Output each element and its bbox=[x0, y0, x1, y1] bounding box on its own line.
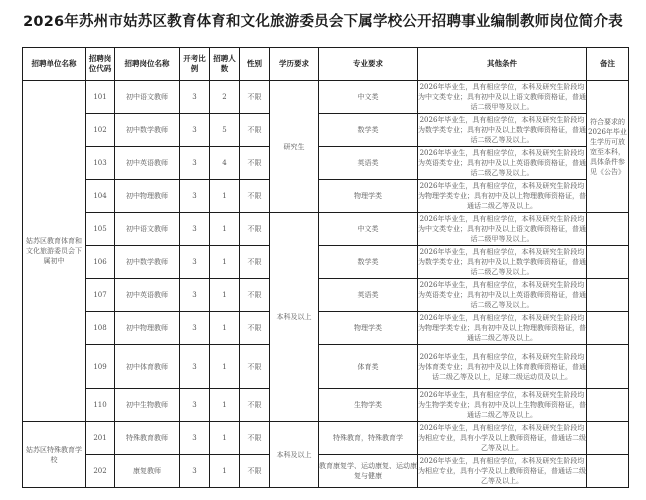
ratio-cell: 3 bbox=[180, 312, 210, 345]
other-conditions-cell: 2026年毕业生，具有相应学位，本科及研究生阶段均为英语类专业；具有初中及以上英语教师资格证，普通话二级乙等及以上。 bbox=[418, 147, 587, 180]
ratio-cell: 3 bbox=[180, 345, 210, 389]
major-cell: 教育康复学、运动康复、运动康复与健康 bbox=[319, 455, 418, 488]
code-cell: 107 bbox=[86, 279, 115, 312]
note-cell bbox=[587, 345, 629, 389]
position-cell: 初中物理教师 bbox=[115, 180, 180, 213]
note-cell bbox=[587, 422, 629, 455]
ratio-cell: 3 bbox=[180, 246, 210, 279]
position-cell: 初中语文教师 bbox=[115, 213, 180, 246]
count-cell: 1 bbox=[210, 422, 240, 455]
education-cell: 本科及以上 bbox=[270, 213, 319, 422]
header-ratio: 开考比例 bbox=[180, 48, 210, 81]
count-cell: 1 bbox=[210, 345, 240, 389]
position-cell: 初中英语教师 bbox=[115, 279, 180, 312]
major-cell: 数学类 bbox=[319, 246, 418, 279]
other-conditions-cell: 2026年毕业生，具有相应学位，本科及研究生阶段均为物理学类专业；具有初中及以上物理教师资格证，普通话二级乙等及以上。 bbox=[418, 312, 587, 345]
table-row bbox=[23, 345, 629, 389]
ratio-cell: 3 bbox=[180, 81, 210, 114]
header-major: 专业要求 bbox=[319, 48, 418, 81]
unit-name-cell: 姑苏区特殊教育学校 bbox=[23, 422, 86, 488]
ratio-cell: 3 bbox=[180, 422, 210, 455]
note-cell bbox=[587, 312, 629, 345]
count-cell: 5 bbox=[210, 114, 240, 147]
code-cell: 108 bbox=[86, 312, 115, 345]
code-cell: 103 bbox=[86, 147, 115, 180]
position-cell: 初中语文教师 bbox=[115, 81, 180, 114]
gender-cell: 不限 bbox=[240, 213, 270, 246]
table-row bbox=[23, 81, 629, 114]
code-cell: 104 bbox=[86, 180, 115, 213]
education-cell: 本科及以上 bbox=[270, 422, 319, 488]
table-row bbox=[23, 246, 629, 279]
count-cell: 4 bbox=[210, 147, 240, 180]
count-cell: 1 bbox=[210, 389, 240, 422]
position-cell: 初中英语教师 bbox=[115, 147, 180, 180]
header-code: 招聘岗位代码 bbox=[86, 48, 115, 81]
other-conditions-cell: 2026年毕业生，具有相应学位，本科及研究生阶段均为相应专业，具有小学及以上教师资格证，普通话二级乙等及以上。 bbox=[418, 455, 587, 488]
major-cell: 中文类 bbox=[319, 81, 418, 114]
header-note: 备注 bbox=[587, 48, 629, 81]
note-cell bbox=[587, 213, 629, 246]
positions-table bbox=[22, 47, 629, 488]
count-cell: 1 bbox=[210, 213, 240, 246]
table-row bbox=[23, 312, 629, 345]
ratio-cell: 3 bbox=[180, 147, 210, 180]
page-title: 2026年苏州市姑苏区教育体育和文化旅游委员会下属学校公开招聘事业编制教师岗位简介表 bbox=[23, 14, 623, 30]
other-conditions-cell: 2026年毕业生，具有相应学位，本科及研究生阶段均为生物学类专业；具有初中及以上生物教师资格证，普通话二级乙等及以上。 bbox=[418, 389, 587, 422]
other-conditions-cell: 2026年毕业生，具有相应学位，本科及研究生阶段均为英语类专业；具有初中及以上英语教师资格证，普通话二级乙等及以上。 bbox=[418, 279, 587, 312]
code-cell: 202 bbox=[86, 455, 115, 488]
other-conditions-cell: 2026年毕业生，具有相应学位，本科及研究生阶段均为相应专业，具有小学及以上教师资格证，普通话二级乙等及以上。 bbox=[418, 422, 587, 455]
table-header-row bbox=[23, 48, 629, 81]
count-cell: 2 bbox=[210, 81, 240, 114]
major-cell: 英语类 bbox=[319, 147, 418, 180]
position-cell: 初中物理教师 bbox=[115, 312, 180, 345]
header-count: 招聘人数 bbox=[210, 48, 240, 81]
major-cell: 特殊教育，特殊教育学 bbox=[319, 422, 418, 455]
count-cell: 1 bbox=[210, 246, 240, 279]
header-other: 其他条件 bbox=[418, 48, 587, 81]
position-cell: 初中数学教师 bbox=[115, 114, 180, 147]
gender-cell: 不限 bbox=[240, 147, 270, 180]
code-cell: 106 bbox=[86, 246, 115, 279]
note-cell bbox=[587, 455, 629, 488]
code-cell: 105 bbox=[86, 213, 115, 246]
ratio-cell: 3 bbox=[180, 455, 210, 488]
major-cell: 英语类 bbox=[319, 279, 418, 312]
note-cell bbox=[587, 246, 629, 279]
header-position: 招聘岗位名称 bbox=[115, 48, 180, 81]
gender-cell: 不限 bbox=[240, 422, 270, 455]
code-cell: 102 bbox=[86, 114, 115, 147]
gender-cell: 不限 bbox=[240, 180, 270, 213]
code-cell: 110 bbox=[86, 389, 115, 422]
table-row bbox=[23, 455, 629, 488]
count-cell: 1 bbox=[210, 279, 240, 312]
other-conditions-cell: 2026年毕业生，具有相应学位，本科及研究生阶段均为数学类专业；具有初中及以上数学教师资格证，普通话二级乙等及以上。 bbox=[418, 246, 587, 279]
table-row bbox=[23, 279, 629, 312]
gender-cell: 不限 bbox=[240, 455, 270, 488]
major-cell: 中文类 bbox=[319, 213, 418, 246]
major-cell: 生物学类 bbox=[319, 389, 418, 422]
note-cell bbox=[587, 279, 629, 312]
ratio-cell: 3 bbox=[180, 389, 210, 422]
gender-cell: 不限 bbox=[240, 279, 270, 312]
other-conditions-cell: 2026年毕业生，具有相应学位，本科及研究生阶段均为数学类专业；具有初中及以上数学教师资格证，普通话二级乙等及以上。 bbox=[418, 114, 587, 147]
count-cell: 1 bbox=[210, 455, 240, 488]
other-conditions-cell: 2026年毕业生，具有相应学位，本科及研究生阶段均为中文类专业；具有初中及以上语文教师资格证，普通话二级甲等及以上。 bbox=[418, 213, 587, 246]
education-cell: 研究生 bbox=[270, 81, 319, 213]
other-conditions-cell: 2026年毕业生，具有相应学位，本科及研究生阶段均为中文类专业；具有初中及以上语文教师资格证，普通话二级甲等及以上。 bbox=[418, 81, 587, 114]
gender-cell: 不限 bbox=[240, 81, 270, 114]
header-gender: 性别 bbox=[240, 48, 270, 81]
position-cell: 初中体育教师 bbox=[115, 345, 180, 389]
major-cell: 物理学类 bbox=[319, 180, 418, 213]
header-education: 学历要求 bbox=[270, 48, 319, 81]
gender-cell: 不限 bbox=[240, 246, 270, 279]
gender-cell: 不限 bbox=[240, 114, 270, 147]
header-unit: 招聘单位名称 bbox=[23, 48, 86, 81]
code-cell: 101 bbox=[86, 81, 115, 114]
table-row bbox=[23, 213, 629, 246]
position-cell: 初中数学教师 bbox=[115, 246, 180, 279]
gender-cell: 不限 bbox=[240, 312, 270, 345]
gender-cell: 不限 bbox=[240, 389, 270, 422]
position-cell: 康复教师 bbox=[115, 455, 180, 488]
ratio-cell: 3 bbox=[180, 180, 210, 213]
code-cell: 201 bbox=[86, 422, 115, 455]
count-cell: 1 bbox=[210, 180, 240, 213]
table-row bbox=[23, 147, 629, 180]
major-cell: 数学类 bbox=[319, 114, 418, 147]
gender-cell: 不限 bbox=[240, 345, 270, 389]
other-conditions-cell: 2026年毕业生，具有相应学位，本科及研究生阶段均为物理学类专业；具有初中及以上物理教师资格证，普通话二级乙等及以上。 bbox=[418, 180, 587, 213]
table-row bbox=[23, 114, 629, 147]
note-cell bbox=[587, 389, 629, 422]
table-row bbox=[23, 422, 629, 455]
ratio-cell: 3 bbox=[180, 279, 210, 312]
position-cell: 特殊教育教师 bbox=[115, 422, 180, 455]
code-cell: 109 bbox=[86, 345, 115, 389]
ratio-cell: 3 bbox=[180, 114, 210, 147]
unit-name-cell: 姑苏区教育体育和文化旅游委员会下属初中 bbox=[23, 81, 86, 422]
position-cell: 初中生物教师 bbox=[115, 389, 180, 422]
count-cell: 1 bbox=[210, 312, 240, 345]
ratio-cell: 3 bbox=[180, 213, 210, 246]
note-cell: 符合要求的2026年毕业生学历可放宽至本科，具体条件参见《公告》 bbox=[587, 81, 629, 213]
major-cell: 体育类 bbox=[319, 345, 418, 389]
table-row bbox=[23, 389, 629, 422]
other-conditions-cell: 2026年毕业生，具有相应学位，本科及研究生阶段均为体育类专业；具有初中及以上体育教师资格证，普通话二级乙等及以上，足球二级运动员及以上。 bbox=[418, 345, 587, 389]
major-cell: 物理学类 bbox=[319, 312, 418, 345]
table-row bbox=[23, 180, 629, 213]
